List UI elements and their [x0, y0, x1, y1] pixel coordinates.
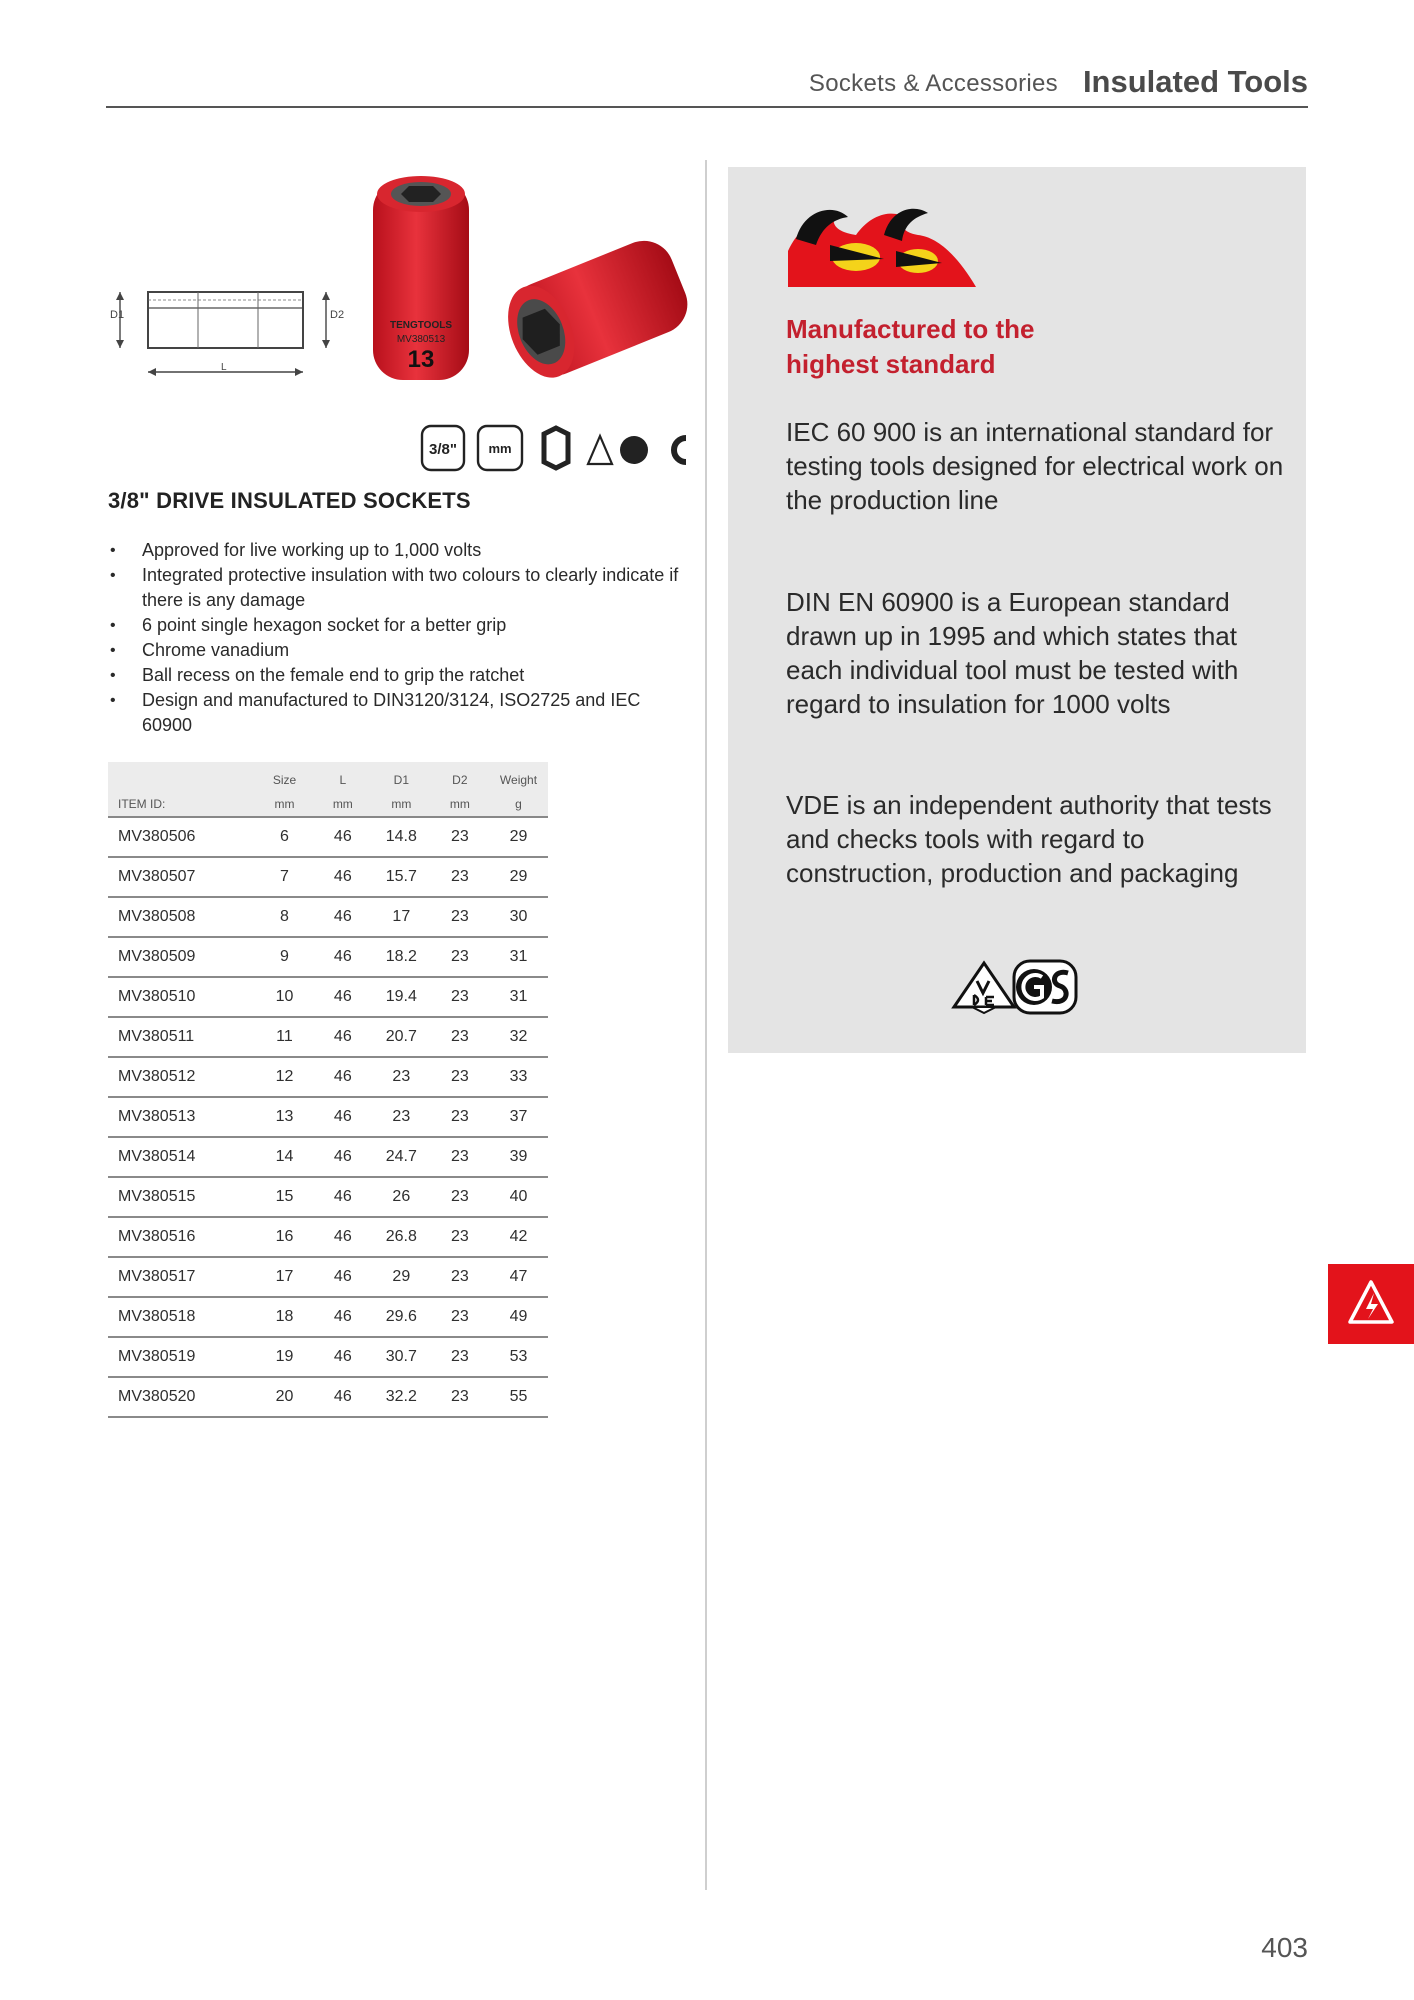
unit-size: mm [255, 792, 313, 817]
table-row [108, 897, 548, 937]
feature-item: • Design and manufactured to DIN3120/3124, ISO2725 and IEC 60900 [108, 688, 688, 738]
spec-cell: 46 [314, 897, 372, 937]
spec-cell: 23 [431, 1137, 489, 1177]
panel-heading-line-2: highest standard [786, 349, 996, 379]
spec-cell: 18.2 [372, 937, 431, 977]
spec-cell: 46 [314, 1017, 372, 1057]
spec-cell: 10 [255, 977, 313, 1017]
feature-item: • Approved for live working up to 1,000 volts [108, 538, 688, 563]
socket-size-text: 13 [407, 346, 435, 373]
diagram-label-l: L [221, 362, 227, 373]
spec-cell: 32 [489, 1017, 548, 1057]
spec-cell: 14.8 [372, 817, 431, 857]
page-number: 403 [1261, 1932, 1308, 1963]
spec-cell: 33 [489, 1057, 548, 1097]
item-id-cell: MV380519 [108, 1337, 255, 1377]
spec-cell: 16 [255, 1217, 313, 1257]
section-tab-electrical[interactable] [1328, 1264, 1414, 1344]
table-row [108, 1377, 548, 1417]
spec-cell: 53 [489, 1337, 548, 1377]
spec-cell: 47 [489, 1257, 548, 1297]
iec-standard-paragraph: IEC 60 900 is an international standard for testing tools designed for electrical work on the production line [786, 417, 1284, 515]
spec-cell: 23 [431, 1057, 489, 1097]
spec-cell: 46 [314, 817, 372, 857]
spec-cell: 46 [314, 857, 372, 897]
spec-cell: 17 [372, 897, 431, 937]
standards-info-panel [728, 167, 1306, 1053]
spec-cell: 23 [431, 1337, 489, 1377]
table-row [108, 1137, 548, 1177]
spec-cell: 23 [431, 977, 489, 1017]
section-label: Sockets & Accessories [808, 70, 1058, 97]
spec-cell: 55 [489, 1377, 548, 1417]
spec-cell: 29 [489, 857, 548, 897]
feature-item: • Integrated protective insulation with two colours to clearly indicate if there is any damage [108, 563, 688, 613]
din-standard-paragraph: DIN EN 60900 is a European standard drawn up in 1995 and which states that each individual tool must be tested with regard to insulation for 1000 volts [786, 587, 1239, 719]
spec-cell: 29.6 [372, 1297, 431, 1337]
panel-heading-line-1: Manufactured to the [786, 314, 1035, 344]
unit-l: mm [314, 792, 372, 817]
spec-cell: 46 [314, 1217, 372, 1257]
spec-cell: 20.7 [372, 1017, 431, 1057]
spec-cell: 46 [314, 1177, 372, 1217]
spec-cell: 19 [255, 1337, 313, 1377]
item-id-cell: MV380511 [108, 1017, 255, 1057]
electrical-hazard-icon [1328, 1264, 1414, 1344]
chapter-title: Insulated Tools [1082, 64, 1308, 99]
spec-cell: 46 [314, 937, 372, 977]
socket-dimension-diagram [108, 280, 348, 390]
spec-cell: 23 [431, 817, 489, 857]
page-header [106, 60, 1308, 108]
spec-cell: 23 [431, 1217, 489, 1257]
spec-cell: 9 [255, 937, 313, 977]
item-id-cell: MV380513 [108, 1097, 255, 1137]
header-l: L [314, 762, 372, 792]
column-divider [705, 160, 707, 1890]
hexagon-icon [544, 428, 568, 468]
spec-cell: 24.7 [372, 1137, 431, 1177]
spec-cell: 15 [255, 1177, 313, 1217]
product-title: 3/8" DRIVE INSULATED SOCKETS [108, 488, 471, 513]
table-row [108, 1017, 548, 1057]
table-row [108, 1297, 548, 1337]
spec-cell: 46 [314, 1137, 372, 1177]
spec-cell: 23 [431, 857, 489, 897]
spec-cell: 39 [489, 1137, 548, 1177]
socket-item-text: MV380513 [396, 334, 446, 345]
header-d2: D2 [431, 762, 489, 792]
item-id-cell: MV380516 [108, 1217, 255, 1257]
spec-cell: 7 [255, 857, 313, 897]
spec-cell: 19.4 [372, 977, 431, 1017]
drive-size-badge: 3/8" [429, 441, 457, 458]
spec-cell: 46 [314, 1297, 372, 1337]
item-id-cell: MV380517 [108, 1257, 255, 1297]
spec-cell: 23 [431, 1377, 489, 1417]
spec-cell: 11 [255, 1017, 313, 1057]
vde-gs-certification-logo [950, 957, 1080, 1017]
spec-cell: 18 [255, 1297, 313, 1337]
spec-cell: 13 [255, 1097, 313, 1137]
item-id-cell: MV380507 [108, 857, 255, 897]
header-weight: Weight [489, 762, 548, 792]
item-id-cell: MV380509 [108, 937, 255, 977]
spec-cell: 20 [255, 1377, 313, 1417]
feature-list [108, 538, 688, 738]
spec-table-body [108, 817, 548, 1417]
table-row [108, 857, 548, 897]
spec-cell: 23 [372, 1097, 431, 1137]
item-id-cell: MV380512 [108, 1057, 255, 1097]
unit-d2: mm [431, 792, 489, 817]
vde-icon [588, 436, 612, 464]
spec-table [108, 762, 548, 1418]
spec-cell: 17 [255, 1257, 313, 1297]
item-id-cell: MV380510 [108, 977, 255, 1017]
socket-brand-text: TENGTOOLS [389, 320, 453, 331]
spec-cell: 30 [489, 897, 548, 937]
teng-mascot-logo [786, 205, 976, 287]
spec-cell: 31 [489, 977, 548, 1017]
spec-cell: 12 [255, 1057, 313, 1097]
spec-cell: 23 [431, 1017, 489, 1057]
table-header-row [108, 762, 548, 792]
header-size: Size [255, 762, 313, 792]
spec-cell: 40 [489, 1177, 548, 1217]
diagram-label-d1: D1 [110, 309, 125, 321]
spec-cell: 23 [431, 897, 489, 937]
item-id-cell: MV380515 [108, 1177, 255, 1217]
item-id-cell: MV380506 [108, 817, 255, 857]
spec-cell: 46 [314, 1337, 372, 1377]
spec-cell: 15.7 [372, 857, 431, 897]
spec-cell: 42 [489, 1217, 548, 1257]
spec-cell: 29 [372, 1257, 431, 1297]
table-row [108, 937, 548, 977]
spec-cell: 46 [314, 1377, 372, 1417]
gs-icon [620, 436, 648, 464]
item-id-cell: MV380508 [108, 897, 255, 937]
metric-badge: mm [488, 441, 512, 456]
spec-cell: 31 [489, 937, 548, 977]
table-row [108, 1097, 548, 1137]
feature-item: • 6 point single hexagon socket for a better grip [108, 613, 688, 638]
table-row [108, 1337, 548, 1377]
panel-heading [786, 312, 1266, 382]
table-row [108, 1177, 548, 1217]
spec-cell: 37 [489, 1097, 548, 1137]
diagram-label-d2: D2 [330, 309, 345, 321]
spec-cell: 46 [314, 1057, 372, 1097]
socket-product-photo [365, 170, 690, 400]
spec-cell: 29 [489, 817, 548, 857]
spec-cell: 32.2 [372, 1377, 431, 1417]
spec-cell: 49 [489, 1297, 548, 1337]
vde-authority-paragraph: VDE is an independent authority that tests and checks tools with regard to construction, production and packaging [786, 790, 1272, 888]
table-row [108, 1257, 548, 1297]
certification-badges [420, 424, 690, 472]
item-id-cell: MV380518 [108, 1297, 255, 1337]
spec-cell: 46 [314, 1257, 372, 1297]
ce-icon [674, 438, 686, 462]
spec-cell: 14 [255, 1137, 313, 1177]
spec-cell: 26 [372, 1177, 431, 1217]
spec-cell: 23 [431, 1177, 489, 1217]
table-row [108, 1217, 548, 1257]
header-d1: D1 [372, 762, 431, 792]
spec-cell: 30.7 [372, 1337, 431, 1377]
unit-weight: g [489, 792, 548, 817]
spec-cell: 23 [431, 937, 489, 977]
header-item-id: ITEM ID: [108, 792, 255, 817]
feature-item: • Ball recess on the female end to grip the ratchet [108, 663, 688, 688]
unit-d1: mm [372, 792, 431, 817]
table-row [108, 817, 548, 857]
spec-cell: 46 [314, 977, 372, 1017]
spec-cell: 6 [255, 817, 313, 857]
item-id-cell: MV380514 [108, 1137, 255, 1177]
item-id-cell: MV380520 [108, 1377, 255, 1417]
spec-cell: 23 [431, 1097, 489, 1137]
feature-item: • Chrome vanadium [108, 638, 688, 663]
table-row [108, 1057, 548, 1097]
table-row [108, 977, 548, 1017]
spec-cell: 23 [372, 1057, 431, 1097]
table-unit-row [108, 792, 548, 817]
spec-cell: 23 [431, 1257, 489, 1297]
spec-cell: 26.8 [372, 1217, 431, 1257]
spec-cell: 46 [314, 1097, 372, 1137]
spec-cell: 23 [431, 1297, 489, 1337]
spec-cell: 8 [255, 897, 313, 937]
